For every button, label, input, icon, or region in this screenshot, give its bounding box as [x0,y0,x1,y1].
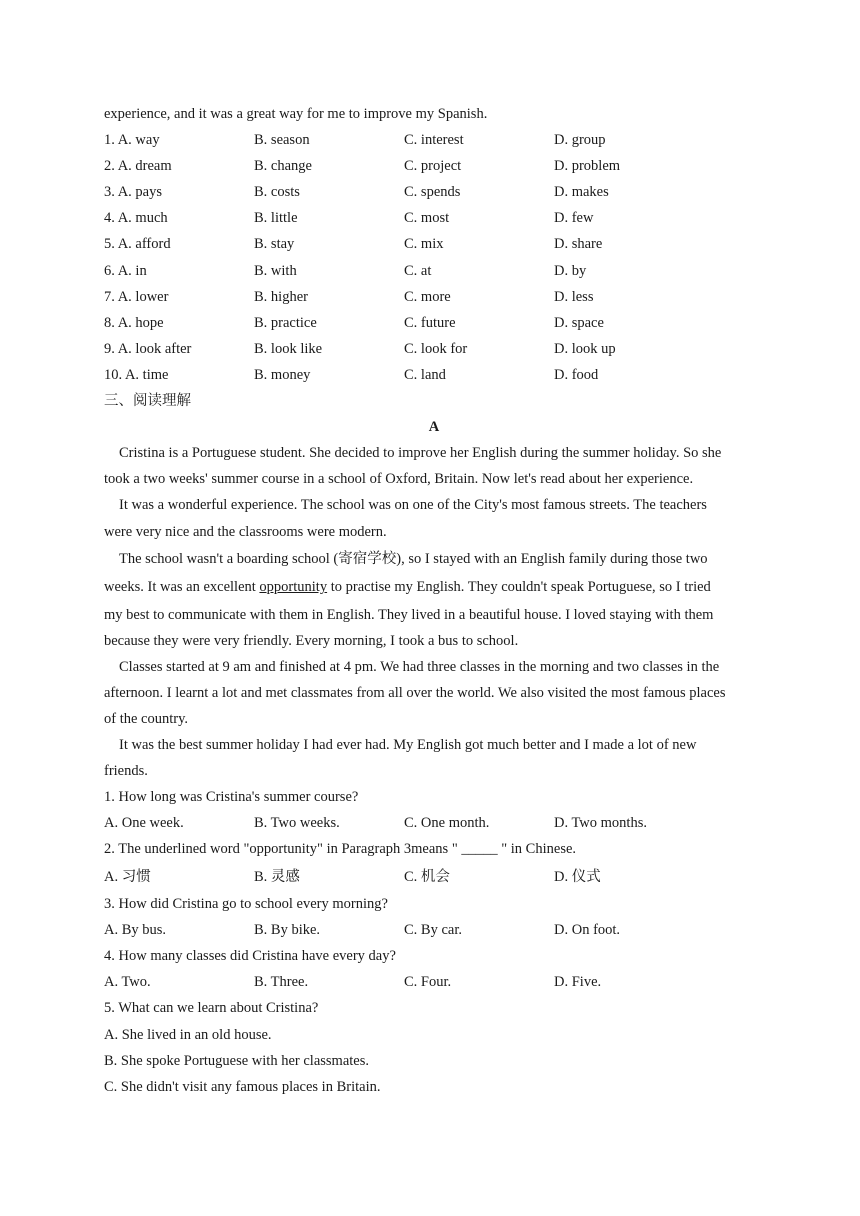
option-a: 10. A. time [104,366,169,383]
option-a: 1. A. way [104,132,160,149]
option-a: A. By bus. [104,922,167,939]
option-a: A. One week. [104,815,184,832]
underlined-word: opportunity [259,579,328,596]
passage-line: Cristina is a Portuguese student. She decided to improve her English during the summer holiday. So she [119,445,722,462]
option-a: 7. A. lower [104,288,169,305]
question-options [104,810,764,836]
option-c: C. more [404,288,451,305]
option-d: D. Two months. [554,815,647,832]
option-d: D. 仪式 [554,868,601,885]
cloze-option-row [104,153,764,179]
option-b: B. She spoke Portuguese with her classmates. [104,1052,369,1069]
cloze-option-row [104,205,764,231]
option-b: B. money [254,366,311,383]
passage-line: Classes started at 9 am and finished at 4 pm. We had three classes in the morning and two classes in the [119,658,720,675]
cloze-option-row [104,284,764,310]
option-b: B. stay [254,236,295,253]
section-title: 三、阅读理解 [104,393,191,410]
passage-line: took a two weeks' summer course in a school of Oxford, Britain. Now let's read about her experience. [104,471,694,488]
option-b: B. Three. [254,974,309,991]
cloze-option-row [104,310,764,336]
option-a: 5. A. afford [104,236,171,253]
option-d: D. problem [554,158,621,175]
option-b: B. 灵感 [254,868,300,885]
cloze-option-row [104,258,764,284]
option-c: C. project [404,158,462,175]
option-c: C. By car. [404,922,462,939]
question-stem: 4. How many classes did Cristina have every day? [104,948,396,965]
option-d: D. share [554,236,603,253]
passage-line: It was the best summer holiday I had ever had. My English got much better and I made a lot of new [119,737,697,754]
option-c: C. mix [404,236,444,253]
passage-line: my best to communicate with them in English. They lived in a beautiful house. I loved staying with them [104,606,714,623]
text-run: to practise my English. They couldn't speak Portuguese, so I tried [327,579,711,596]
option-c: C. interest [404,132,464,149]
text-run: weeks. It was an excellent [104,579,260,596]
cloze-option-row [104,127,764,153]
option-b: B. By bike. [254,922,321,939]
option-b: B. practice [254,314,317,331]
option-b: B. higher [254,288,308,305]
passage-line: afternoon. I learnt a lot and met classmates from all over the world. We also visited the most famous places [104,684,726,701]
option-c: C. at [404,262,432,279]
cloze-passage-tail: experience, and it was a great way for me to improve my Spanish. [104,106,488,122]
question-stem: 2. The underlined word "opportunity" in Paragraph 3means " _____ " in Chinese. [104,841,577,858]
option-d: D. food [554,366,599,383]
passage-line [104,573,764,602]
option-d: D. Five. [554,974,602,991]
document-content [104,101,764,1100]
option-c: C. One month. [404,815,490,832]
option-b: B. change [254,158,312,175]
cloze-option-row [104,179,764,205]
option-b: B. little [254,210,298,227]
question-stem: 5. What can we learn about Cristina? [104,1000,319,1017]
passage-title: A [428,419,440,436]
question-options [104,863,764,892]
option-c: C. future [404,314,456,331]
passage-line: because they were very friendly. Every morning, I took a bus to school. [104,632,519,649]
question-stem: 3. How did Cristina go to school every morning? [104,896,388,913]
option-a: 8. A. hope [104,314,164,331]
option-a: 2. A. dream [104,158,172,175]
option-a: 6. A. in [104,262,147,279]
question-options [104,917,764,943]
questions [104,784,764,1100]
cloze-option-row [104,336,764,362]
question-stem: 1. How long was Cristina's summer course? [104,789,359,806]
option-b: B. look like [254,340,323,357]
option-d: D. less [554,288,594,305]
option-d: D. few [554,210,594,227]
option-d: D. by [554,262,587,279]
option-c: C. land [404,366,446,383]
cloze-option-row [104,362,764,388]
passage-line: of the country. [104,710,189,727]
option-c: C. 机会 [404,868,450,885]
cloze-options [104,127,764,388]
option-b: B. season [254,132,310,149]
option-b: B. Two weeks. [254,815,340,832]
option-b: B. with [254,262,297,279]
option-d: D. space [554,314,604,331]
option-a: A. She lived in an old house. [104,1026,272,1043]
passage-line: The school wasn't a boarding school (寄宿学校), so I stayed with an English family during those two [119,550,708,567]
option-c: C. look for [404,340,468,357]
option-a: A. 习惯 [104,868,151,885]
option-a: 3. A. pays [104,184,162,201]
reading-passage [104,440,764,784]
option-b: B. costs [254,184,300,201]
option-d: D. On foot. [554,922,621,939]
cloze-option-row [104,231,764,257]
passage-line: friends. [104,763,148,780]
question-options [104,969,764,995]
option-d: D. group [554,132,606,149]
option-a: 4. A. much [104,210,168,227]
option-a: 9. A. look after [104,340,192,357]
option-c: C. most [404,210,450,227]
option-c: C. spends [404,184,461,201]
option-c: C. She didn't visit any famous places in Britain. [104,1078,381,1095]
option-a: A. Two. [104,974,151,991]
option-c: C. Four. [404,974,452,991]
option-d: D. makes [554,184,609,201]
passage-line: were very nice and the classrooms were modern. [104,523,387,540]
option-d: D. look up [554,340,616,357]
passage-line: It was a wonderful experience. The school was on one of the City's most famous streets. The teachers [119,497,707,514]
